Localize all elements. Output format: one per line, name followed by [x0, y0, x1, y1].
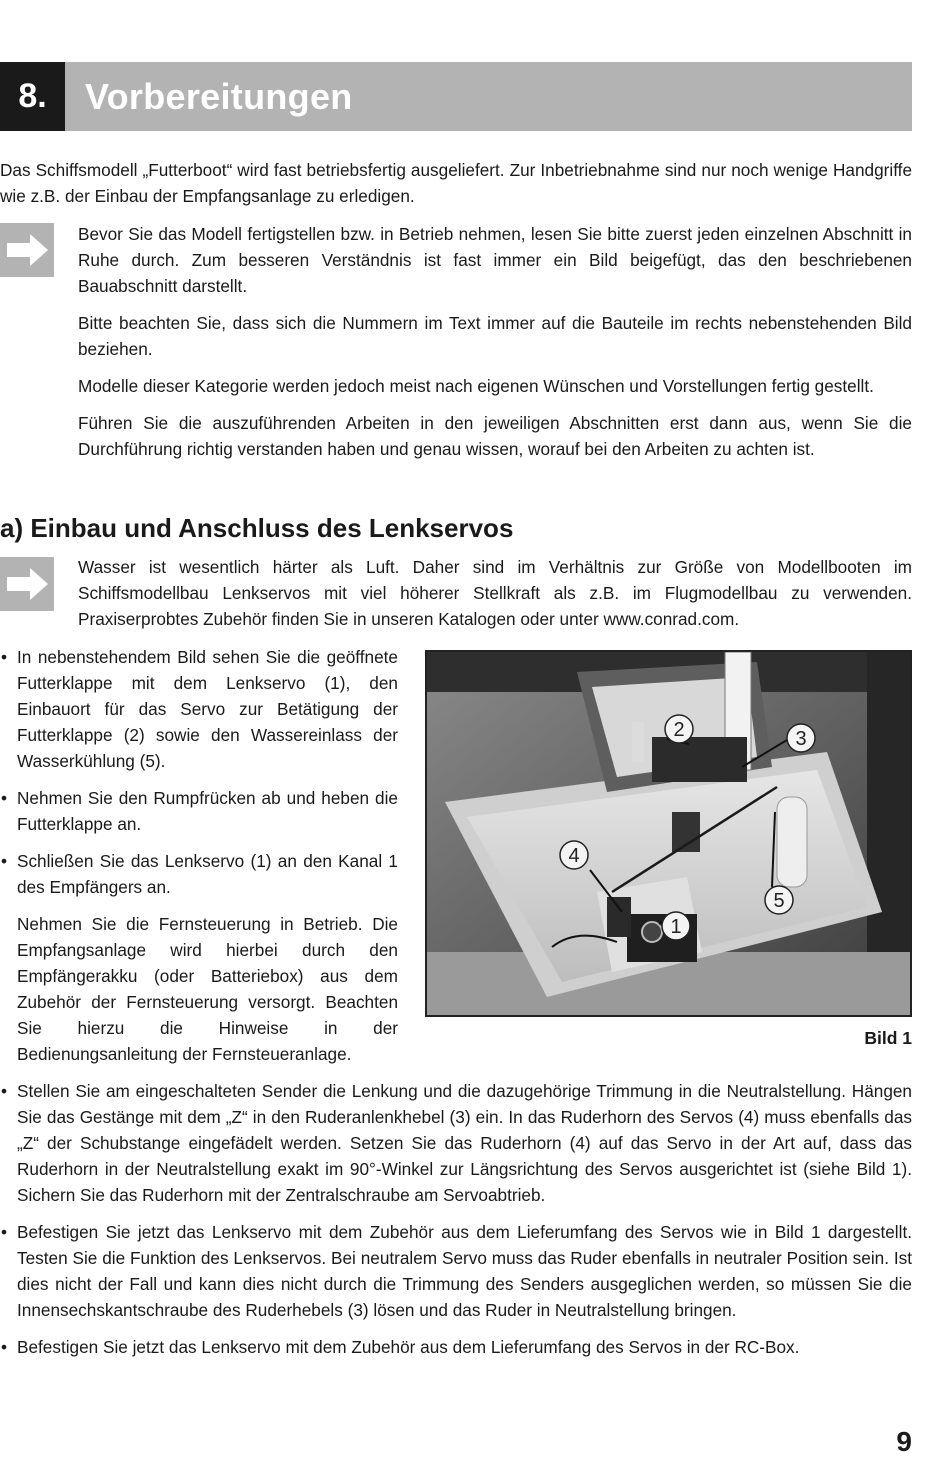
follow-paragraph: Nehmen Sie die Fernsteuerung in Betrieb. Die Empfangsanlage wird hierbei durch den Empfängerakku (oder Batteriebox) aus dem Zubehör der Fernsteuerung versorgt. Beachten Sie hierzu die Hinweise in der Bedienungsanleitung der Fernsteueranlage.	[17, 914, 398, 1064]
list-item: • Stellen Sie am eingeschalteten Sender die Lenkung und die dazugehörige Trimmung in die Neutralstellung. Hängen Sie das Gestänge mit dem „Z“ in den Ruderanlenkhebel (3) ein. In das Ruderhorn des Servos (4) muss ebenfalls das „Z“ der Schubstange eingefädelt werden. Setzen Sie das Ruderhorn (4) auf das Servo in der Art auf, dass das Ruderhorn in der Neutralstellung exakt im 90°-Winkel zur Längsrichtung des Servos ausgerichtet ist (siehe Bild 1). Sichern Sie das Ruderhorn mit der Zentralschraube am Servoabtrieb.	[0, 1078, 912, 1208]
arrow-right-icon	[0, 223, 54, 277]
svg-text:5: 5	[773, 890, 785, 912]
list-item: • Befestigen Sie jetzt das Lenkservo mit dem Zubehör aus dem Lieferumfang des Servos wie in Bild 1 dargestellt. Testen Sie die Funktion des Lenkservos. Bei neutralem Servo muss das Ruder ebenfalls in neutraler Position sein. Ist dies nicht der Fall und kann dies nicht durch die Trimmung des Senders ausgeglichen werden, so müssen Sie die Innensechskantschraube des Ruderhebels (3) lösen und das Ruder in Neutralstellung bringen.	[0, 1219, 912, 1323]
note-model-category: Modelle dieser Kategorie werden jedoch meist nach eigenen Wünschen und Vorstellungen fertig gestellt.	[78, 376, 874, 396]
arrow-right-icon	[0, 557, 54, 611]
svg-text:1: 1	[670, 916, 682, 938]
note-numbers-reference: Bitte beachten Sie, dass sich die Nummern im Text immer auf die Bauteile im rechts nebenstehenden Bild beziehen.	[78, 313, 912, 359]
list-item: • Schließen Sie das Lenkservo (1) an den Kanal 1 des Empfängers an.	[0, 848, 398, 900]
svg-text:3: 3	[795, 728, 807, 750]
figure-caption: Bild 1	[864, 1028, 912, 1048]
page-number: 9	[896, 1426, 912, 1457]
list-item: • Befestigen Sie jetzt das Lenkservo mit dem Zubehör aus dem Lieferumfang des Servos in der RC-Box.	[0, 1334, 912, 1360]
svg-text:2: 2	[673, 719, 685, 741]
callout-2	[665, 715, 693, 743]
section-heading: a) Einbau und Anschluss des Lenkservos	[0, 513, 514, 543]
note-servo-force: Wasser ist wesentlich härter als Luft. Daher sind im Verhältnis zur Größe von Modellbooten im Schiffsmodellbau Lenkservos mit viel höherer Stellkraft als z.B. im Flugmodellbau zu verwenden. Praxiserprobtes Zubehör finden Sie in unseren Katalogen oder unter www.conrad.com.	[78, 557, 912, 629]
callout-5	[765, 886, 793, 914]
figure-photo	[425, 650, 912, 1017]
note-understand-work: Führen Sie die auszuführenden Arbeiten in den jeweiligen Abschnitten erst dann aus, wenn Sie die Durchführung richtig verstanden haben und genau wissen, worauf bei den Arbeiten zu achten ist.	[78, 413, 912, 459]
note-read-sections: Bevor Sie das Modell fertigstellen bzw. in Betrieb nehmen, lesen Sie bitte zuerst jeden einzelnen Abschnitt in Ruhe durch. Zum besseren Verständnis ist fast immer ein Bild beigefügt, das den beschriebenen Bauabschnitt darstellt.	[78, 224, 912, 296]
chapter-title: Vorbereitungen	[85, 76, 353, 117]
callout-1	[662, 912, 690, 940]
chapter-header	[0, 62, 912, 131]
chapter-number: 8.	[0, 62, 65, 131]
intro-paragraph: Das Schiffsmodell „Futterboot“ wird fast betriebsfertig ausgeliefert. Zur Inbetriebnahme sind nur noch wenige Handgriffe wie z.B. der Einbau der Empfangsanlage zu erledigen.	[0, 160, 912, 206]
callout-4	[560, 841, 588, 869]
list-item: • Nehmen Sie den Rumpfrücken ab und heben die Futterklappe an.	[0, 785, 398, 837]
list-item: • In nebenstehendem Bild sehen Sie die geöffnete Futterklappe mit dem Lenkservo (1), den Einbauort für das Servo zur Betätigung der Futterklappe (2) sowie den Wassereinlass der Wasserkühlung (5).	[0, 644, 398, 774]
svg-text:4: 4	[568, 845, 580, 867]
callout-3	[787, 724, 815, 752]
